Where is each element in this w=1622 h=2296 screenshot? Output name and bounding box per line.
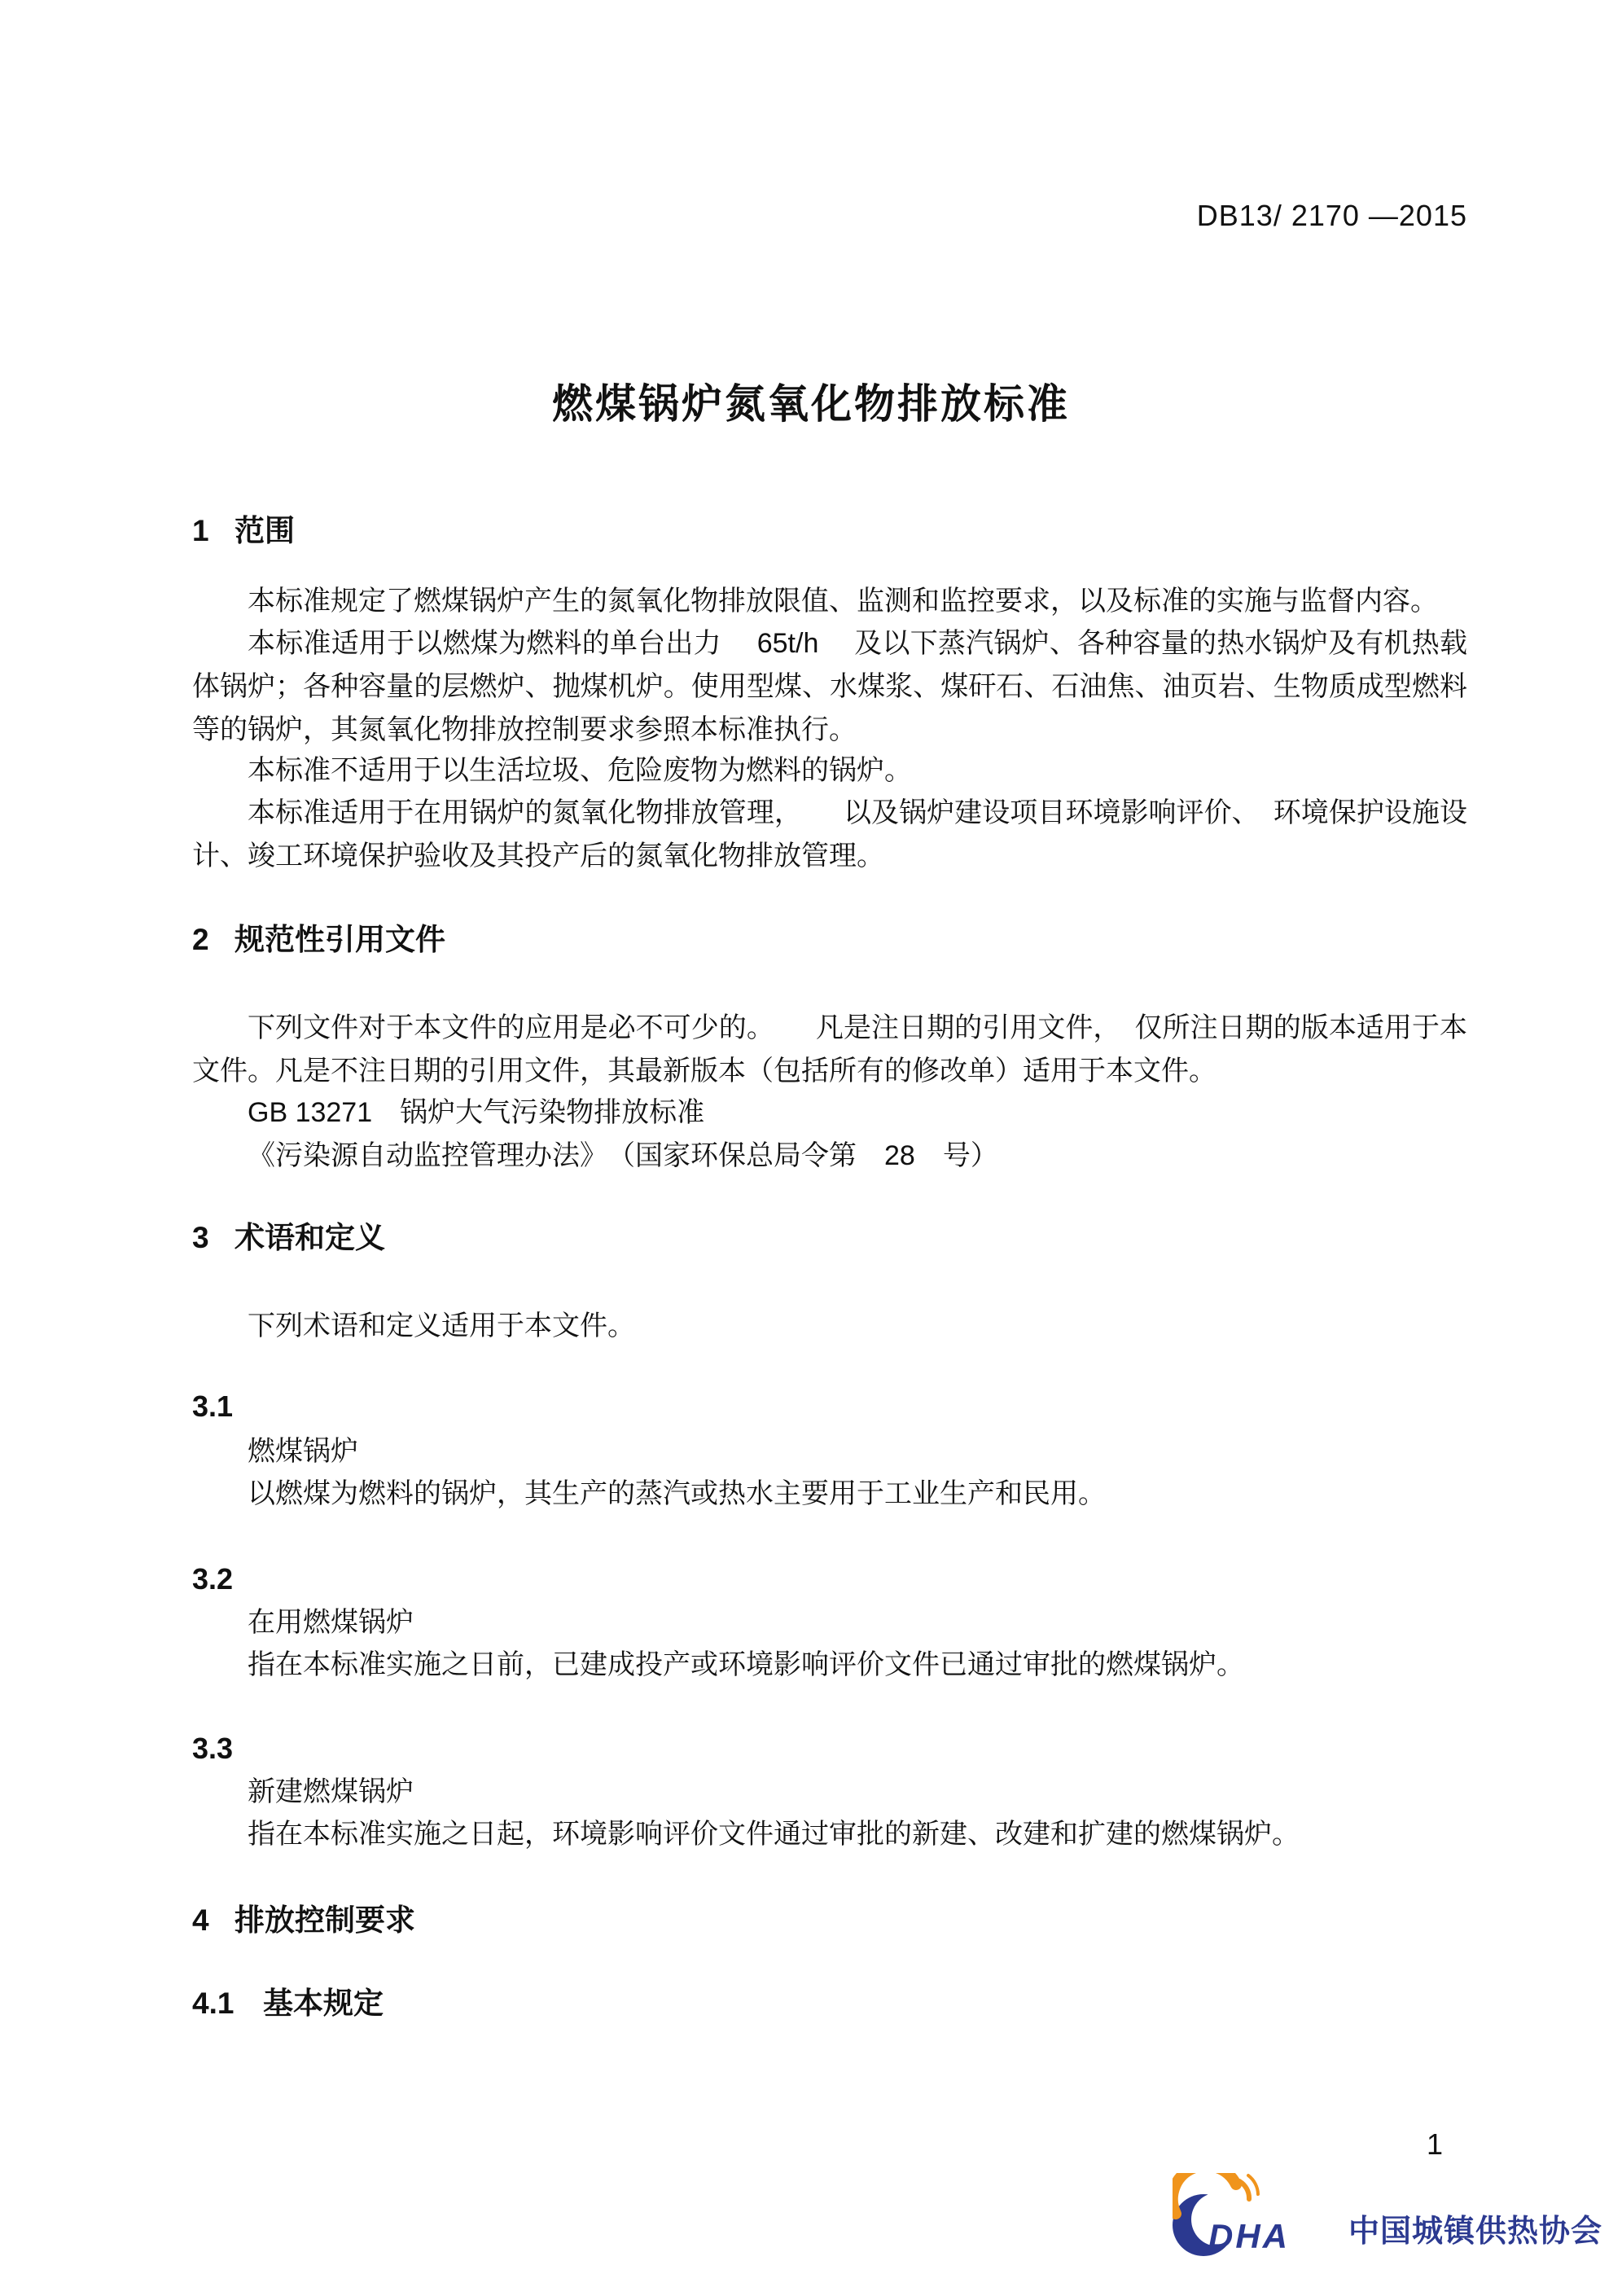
section-3-number: 3	[192, 1221, 209, 1254]
section-3-heading	[192, 1220, 1467, 1256]
term-definition: 以燃煤为燃料的锅炉，其生产的蒸汽或热水主要用于工业生产和民用。	[248, 1478, 1106, 1509]
document-title: 燃煤锅炉氮氧化物排放标准	[552, 381, 1070, 427]
paragraph: 本标准规定了燃煤锅炉产生的氮氧化物排放限值、监测和监控要求，以及标准的实施与监督内容。	[248, 586, 1438, 617]
document-code: DB13/ 2170 —2015	[1196, 199, 1467, 232]
section-2-heading	[192, 922, 1467, 958]
page-number: 1	[1427, 2127, 1444, 2161]
section-2-number: 2	[192, 923, 209, 956]
clause-3-1-number: 3.1	[192, 1389, 234, 1423]
paragraph: 本标准不适用于以生活垃圾、危险废物为燃料的锅炉。	[248, 755, 912, 786]
paragraph: 本标准适用于在用锅炉的氮氧化物排放管理， 以及锅炉建设项目环境影响评价、 环境保护设施设计、竣工环境保护验收及其投产后的氮氧化物排放管理。	[192, 797, 1467, 871]
section-4-title: 排放控制要求	[235, 1903, 415, 1937]
term-name: 燃煤锅炉	[248, 1436, 358, 1467]
term-name: 在用燃煤锅炉	[248, 1607, 414, 1638]
section-1-title: 范围	[235, 514, 295, 547]
section-3-title: 术语和定义	[235, 1221, 385, 1254]
footer-logo	[1173, 2173, 1612, 2269]
paragraph: 下列术语和定义适用于本文件。	[248, 1310, 635, 1341]
normative-reference: GB 13271 锅炉大气污染物排放标准	[248, 1097, 705, 1128]
section-1-number: 1	[192, 514, 209, 547]
term-definition: 指在本标准实施之日前，已建成投产或环境影响评价文件已通过审批的燃煤锅炉。	[248, 1649, 1244, 1680]
term-definition: 指在本标准实施之日起，环境影响评价文件通过审批的新建、改建和扩建的燃煤锅炉。	[248, 1819, 1300, 1850]
section-1-heading	[192, 513, 1467, 549]
section-4-heading	[192, 1903, 1467, 1938]
logo-org-name: 中国城镇供热协会	[1348, 2215, 1603, 2249]
logo-abbr-text: DHA	[1208, 2217, 1290, 2255]
clause-3-2-number: 3.2	[192, 1562, 234, 1596]
normative-reference: 《污染源自动监控管理办法》 （国家环保总局令第 28 号）	[248, 1140, 998, 1171]
section-2-title: 规范性引用文件	[235, 923, 445, 956]
paragraph: 下列文件对于本文件的应用是必不可少的。 凡是注日期的引用文件， 仅所注日期的版本适用于本文件。凡是不注日期的引用文件，其最新版本（包括所有的修改单）适用于本文件。	[192, 1012, 1467, 1087]
paragraph: 本标准适用于以燃煤为燃料的单台出力 65t/h 及以下蒸汽锅炉、各种容量的热水锅炉及有机热载体锅炉；各种容量的层燃炉、抛煤机炉。使用型煤、水煤浆、煤矸石、石油焦、油页岩、生物质成型燃料等的锅炉，其氮氧化物排放控制要求参照本标准执行。	[192, 628, 1467, 745]
section-4-1-number: 4.1	[192, 1987, 235, 2020]
section-4-number: 4	[192, 1903, 209, 1937]
term-name: 新建燃煤锅炉	[248, 1776, 414, 1807]
clause-3-3-number: 3.3	[192, 1732, 234, 1765]
section-4-1-heading	[192, 1986, 1467, 2022]
section-4-1-title: 基本规定	[263, 1987, 384, 2020]
